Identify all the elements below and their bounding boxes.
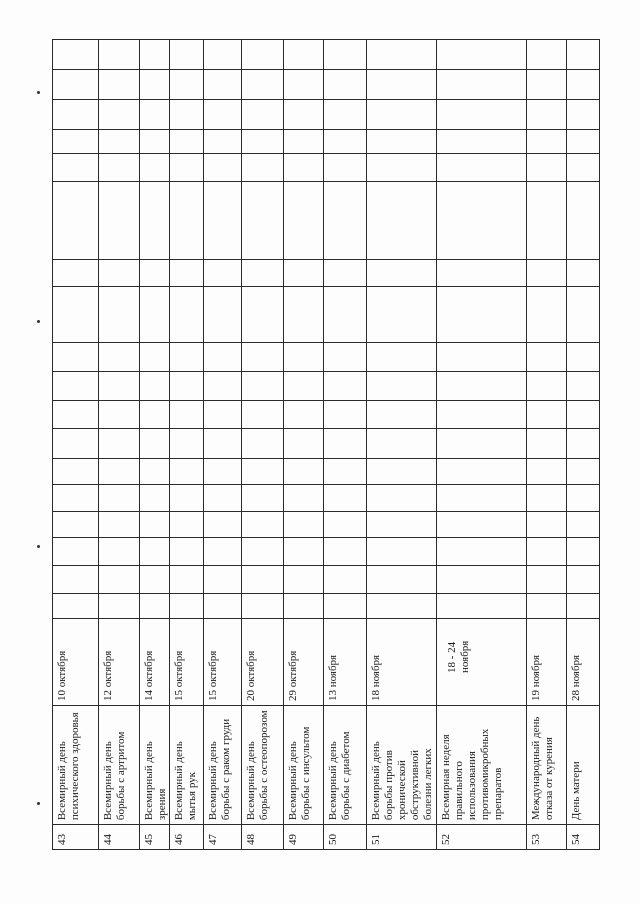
row-number: 43 <box>53 825 99 850</box>
empty-cell <box>567 130 600 154</box>
empty-cell <box>567 566 600 594</box>
empty-cell <box>170 512 204 538</box>
row-number: 44 <box>99 825 140 850</box>
empty-cell <box>242 371 284 400</box>
empty-cell <box>53 458 99 485</box>
empty-cell <box>284 566 324 594</box>
empty-cell <box>367 154 437 182</box>
empty-cell <box>367 259 437 286</box>
scan-dot <box>37 545 40 548</box>
event-date <box>437 619 527 706</box>
empty-cell <box>140 458 170 485</box>
event-name: День матери <box>567 706 600 825</box>
empty-cell <box>367 594 437 619</box>
empty-cell <box>99 40 140 70</box>
empty-cell <box>204 485 242 512</box>
empty-cell <box>242 70 284 100</box>
empty-cell <box>242 428 284 458</box>
event-date: 29 октября <box>284 619 324 706</box>
empty-cell <box>204 371 242 400</box>
empty-cell <box>140 70 170 100</box>
event-date: 18 ноября <box>367 619 437 706</box>
table-row <box>367 40 437 850</box>
empty-cell <box>140 40 170 70</box>
empty-cell <box>437 259 527 286</box>
empty-cell <box>242 400 284 428</box>
empty-cell <box>284 400 324 428</box>
empty-cell <box>140 512 170 538</box>
empty-cell <box>367 428 437 458</box>
empty-cell <box>284 485 324 512</box>
empty-cell <box>204 182 242 260</box>
empty-cell <box>367 40 437 70</box>
empty-cell <box>324 40 367 70</box>
empty-cell <box>527 70 567 100</box>
empty-cell <box>99 512 140 538</box>
empty-cell <box>324 286 367 342</box>
empty-cell <box>242 154 284 182</box>
empty-cell <box>204 400 242 428</box>
empty-cell <box>99 70 140 100</box>
empty-cell <box>324 154 367 182</box>
empty-cell <box>527 286 567 342</box>
table-body <box>53 40 600 850</box>
empty-cell <box>324 182 367 260</box>
empty-cell <box>170 566 204 594</box>
event-name: Всемирный день борьбы с артритом <box>99 706 140 825</box>
row-number: 50 <box>324 825 367 850</box>
empty-cell <box>53 342 99 371</box>
empty-cell <box>367 130 437 154</box>
empty-cell <box>324 130 367 154</box>
empty-cell <box>437 40 527 70</box>
row-number: 46 <box>170 825 204 850</box>
empty-cell <box>204 70 242 100</box>
event-name: Международный день отказа от курения <box>527 706 567 825</box>
empty-cell <box>324 400 367 428</box>
empty-cell <box>527 485 567 512</box>
empty-cell <box>527 458 567 485</box>
empty-cell <box>284 130 324 154</box>
empty-cell <box>567 400 600 428</box>
empty-cell <box>242 594 284 619</box>
empty-cell <box>140 182 170 260</box>
empty-cell <box>170 100 204 130</box>
empty-cell <box>324 371 367 400</box>
empty-cell <box>53 400 99 428</box>
event-date: 15 октября <box>204 619 242 706</box>
empty-cell <box>567 70 600 100</box>
empty-cell <box>567 512 600 538</box>
empty-cell <box>140 342 170 371</box>
scan-dot <box>37 320 40 323</box>
events-table <box>52 39 600 850</box>
empty-cell <box>53 566 99 594</box>
empty-cell <box>437 512 527 538</box>
event-date: 19 ноября <box>527 619 567 706</box>
empty-cell <box>53 70 99 100</box>
empty-cell <box>170 400 204 428</box>
event-date: 20 октября <box>242 619 284 706</box>
empty-cell <box>170 259 204 286</box>
event-name: Всемирный день борьбы с инсультом <box>284 706 324 825</box>
event-date: 15 октября <box>170 619 204 706</box>
empty-cell <box>99 371 140 400</box>
row-number: 51 <box>367 825 437 850</box>
empty-cell <box>437 538 527 566</box>
row-number: 47 <box>204 825 242 850</box>
empty-cell <box>242 485 284 512</box>
empty-cell <box>170 286 204 342</box>
empty-cell <box>204 594 242 619</box>
empty-cell <box>99 458 140 485</box>
empty-cell <box>324 70 367 100</box>
table-row <box>140 40 170 850</box>
empty-cell <box>204 40 242 70</box>
empty-cell <box>140 154 170 182</box>
empty-cell <box>324 428 367 458</box>
empty-cell <box>527 259 567 286</box>
empty-cell <box>284 70 324 100</box>
empty-cell <box>99 286 140 342</box>
table-row <box>284 40 324 850</box>
empty-cell <box>170 342 204 371</box>
empty-cell <box>567 485 600 512</box>
empty-cell <box>324 512 367 538</box>
empty-cell <box>437 130 527 154</box>
empty-cell <box>99 400 140 428</box>
rotated-table-wrapper <box>52 39 596 850</box>
empty-cell <box>99 154 140 182</box>
empty-cell <box>170 40 204 70</box>
empty-cell <box>324 594 367 619</box>
empty-cell <box>204 100 242 130</box>
empty-cell <box>140 566 170 594</box>
empty-cell <box>284 458 324 485</box>
empty-cell <box>53 40 99 70</box>
empty-cell <box>53 154 99 182</box>
empty-cell <box>324 259 367 286</box>
event-name: Всемирный день психического здоровья <box>53 706 99 825</box>
empty-cell <box>367 182 437 260</box>
empty-cell <box>53 130 99 154</box>
empty-cell <box>53 182 99 260</box>
table-row <box>53 40 99 850</box>
event-date-text: 18 - 24 ноября <box>446 640 471 674</box>
empty-cell <box>170 538 204 566</box>
table-row <box>437 40 527 850</box>
empty-cell <box>242 512 284 538</box>
empty-cell <box>367 512 437 538</box>
empty-cell <box>367 70 437 100</box>
empty-cell <box>140 130 170 154</box>
row-number: 49 <box>284 825 324 850</box>
empty-cell <box>367 400 437 428</box>
empty-cell <box>437 182 527 260</box>
empty-cell <box>284 371 324 400</box>
empty-cell <box>437 286 527 342</box>
empty-cell <box>527 538 567 566</box>
empty-cell <box>527 371 567 400</box>
empty-cell <box>367 100 437 130</box>
scan-dot <box>37 802 40 805</box>
empty-cell <box>567 40 600 70</box>
empty-cell <box>284 428 324 458</box>
empty-cell <box>140 400 170 428</box>
empty-cell <box>527 154 567 182</box>
event-name: Всемирная неделя правильного использования противомикробных препаратов <box>437 706 527 825</box>
empty-cell <box>242 182 284 260</box>
empty-cell <box>204 130 242 154</box>
empty-cell <box>367 286 437 342</box>
empty-cell <box>140 594 170 619</box>
empty-cell <box>437 154 527 182</box>
empty-cell <box>53 512 99 538</box>
empty-cell <box>99 182 140 260</box>
empty-cell <box>284 154 324 182</box>
empty-cell <box>527 130 567 154</box>
empty-cell <box>324 342 367 371</box>
empty-cell <box>242 286 284 342</box>
event-name: Всемирный день мытья рук <box>170 706 204 825</box>
empty-cell <box>99 538 140 566</box>
empty-cell <box>567 286 600 342</box>
empty-cell <box>204 259 242 286</box>
table-row <box>567 40 600 850</box>
empty-cell <box>53 371 99 400</box>
table-row <box>170 40 204 850</box>
empty-cell <box>567 259 600 286</box>
empty-cell <box>527 594 567 619</box>
empty-cell <box>567 428 600 458</box>
empty-cell <box>324 538 367 566</box>
empty-cell <box>242 259 284 286</box>
event-date: 12 октября <box>99 619 140 706</box>
empty-cell <box>437 594 527 619</box>
empty-cell <box>284 100 324 130</box>
empty-cell <box>204 566 242 594</box>
event-name: Всемирный день борьбы против хронической обструктивной болезни легких <box>367 706 437 825</box>
empty-cell <box>170 458 204 485</box>
empty-cell <box>527 100 567 130</box>
event-name: Всемирный день борьбы с диабетом <box>324 706 367 825</box>
empty-cell <box>53 485 99 512</box>
empty-cell <box>437 428 527 458</box>
empty-cell <box>527 342 567 371</box>
empty-cell <box>284 286 324 342</box>
empty-cell <box>170 428 204 458</box>
empty-cell <box>527 428 567 458</box>
row-number: 54 <box>567 825 600 850</box>
event-date: 13 ноября <box>324 619 367 706</box>
empty-cell <box>242 130 284 154</box>
empty-cell <box>437 400 527 428</box>
empty-cell <box>99 566 140 594</box>
empty-cell <box>242 538 284 566</box>
empty-cell <box>204 512 242 538</box>
empty-cell <box>242 458 284 485</box>
empty-cell <box>324 458 367 485</box>
empty-cell <box>527 182 567 260</box>
empty-cell <box>437 70 527 100</box>
empty-cell <box>99 259 140 286</box>
empty-cell <box>284 40 324 70</box>
empty-cell <box>242 566 284 594</box>
scan-dot <box>37 91 40 94</box>
table-row <box>99 40 140 850</box>
empty-cell <box>170 70 204 100</box>
row-number: 45 <box>140 825 170 850</box>
empty-cell <box>567 342 600 371</box>
event-name: Всемирный день борьбы с остеопорозом <box>242 706 284 825</box>
empty-cell <box>204 538 242 566</box>
empty-cell <box>567 182 600 260</box>
empty-cell <box>284 259 324 286</box>
empty-cell <box>204 458 242 485</box>
row-number: 53 <box>527 825 567 850</box>
empty-cell <box>242 342 284 371</box>
table-row <box>324 40 367 850</box>
empty-cell <box>567 538 600 566</box>
empty-cell <box>367 458 437 485</box>
empty-cell <box>284 342 324 371</box>
empty-cell <box>437 566 527 594</box>
empty-cell <box>567 154 600 182</box>
row-number: 52 <box>437 825 527 850</box>
empty-cell <box>437 485 527 512</box>
table-row <box>527 40 567 850</box>
empty-cell <box>99 130 140 154</box>
empty-cell <box>527 400 567 428</box>
empty-cell <box>324 100 367 130</box>
empty-cell <box>284 182 324 260</box>
empty-cell <box>53 286 99 342</box>
empty-cell <box>242 100 284 130</box>
empty-cell <box>170 371 204 400</box>
empty-cell <box>99 594 140 619</box>
empty-cell <box>204 154 242 182</box>
empty-cell <box>437 371 527 400</box>
empty-cell <box>53 100 99 130</box>
empty-cell <box>204 342 242 371</box>
event-date: 28 ноября <box>567 619 600 706</box>
empty-cell <box>53 594 99 619</box>
event-name: Всемирный день борьбы с раком груди <box>204 706 242 825</box>
empty-cell <box>53 538 99 566</box>
empty-cell <box>170 182 204 260</box>
empty-cell <box>367 371 437 400</box>
empty-cell <box>170 130 204 154</box>
empty-cell <box>567 594 600 619</box>
empty-cell <box>140 485 170 512</box>
empty-cell <box>170 154 204 182</box>
empty-cell <box>284 594 324 619</box>
empty-cell <box>284 512 324 538</box>
empty-cell <box>367 538 437 566</box>
empty-cell <box>567 100 600 130</box>
empty-cell <box>437 458 527 485</box>
empty-cell <box>140 259 170 286</box>
empty-cell <box>242 40 284 70</box>
empty-cell <box>567 458 600 485</box>
table-row <box>242 40 284 850</box>
empty-cell <box>140 428 170 458</box>
event-date: 14 октября <box>140 619 170 706</box>
empty-cell <box>437 342 527 371</box>
empty-cell <box>324 485 367 512</box>
empty-cell <box>284 538 324 566</box>
empty-cell <box>170 485 204 512</box>
empty-cell <box>437 100 527 130</box>
empty-cell <box>324 566 367 594</box>
empty-cell <box>140 371 170 400</box>
empty-cell <box>367 566 437 594</box>
event-date: 10 октября <box>53 619 99 706</box>
row-number: 48 <box>242 825 284 850</box>
empty-cell <box>204 286 242 342</box>
empty-cell <box>99 100 140 130</box>
empty-cell <box>527 40 567 70</box>
empty-cell <box>367 485 437 512</box>
empty-cell <box>99 485 140 512</box>
empty-cell <box>99 342 140 371</box>
empty-cell <box>567 371 600 400</box>
empty-cell <box>170 594 204 619</box>
event-name: Всемирный день зрения <box>140 706 170 825</box>
empty-cell <box>140 100 170 130</box>
empty-cell <box>140 538 170 566</box>
empty-cell <box>204 428 242 458</box>
empty-cell <box>367 342 437 371</box>
table-row <box>204 40 242 850</box>
empty-cell <box>53 428 99 458</box>
empty-cell <box>527 512 567 538</box>
empty-cell <box>53 259 99 286</box>
empty-cell <box>527 566 567 594</box>
empty-cell <box>99 428 140 458</box>
empty-cell <box>140 286 170 342</box>
